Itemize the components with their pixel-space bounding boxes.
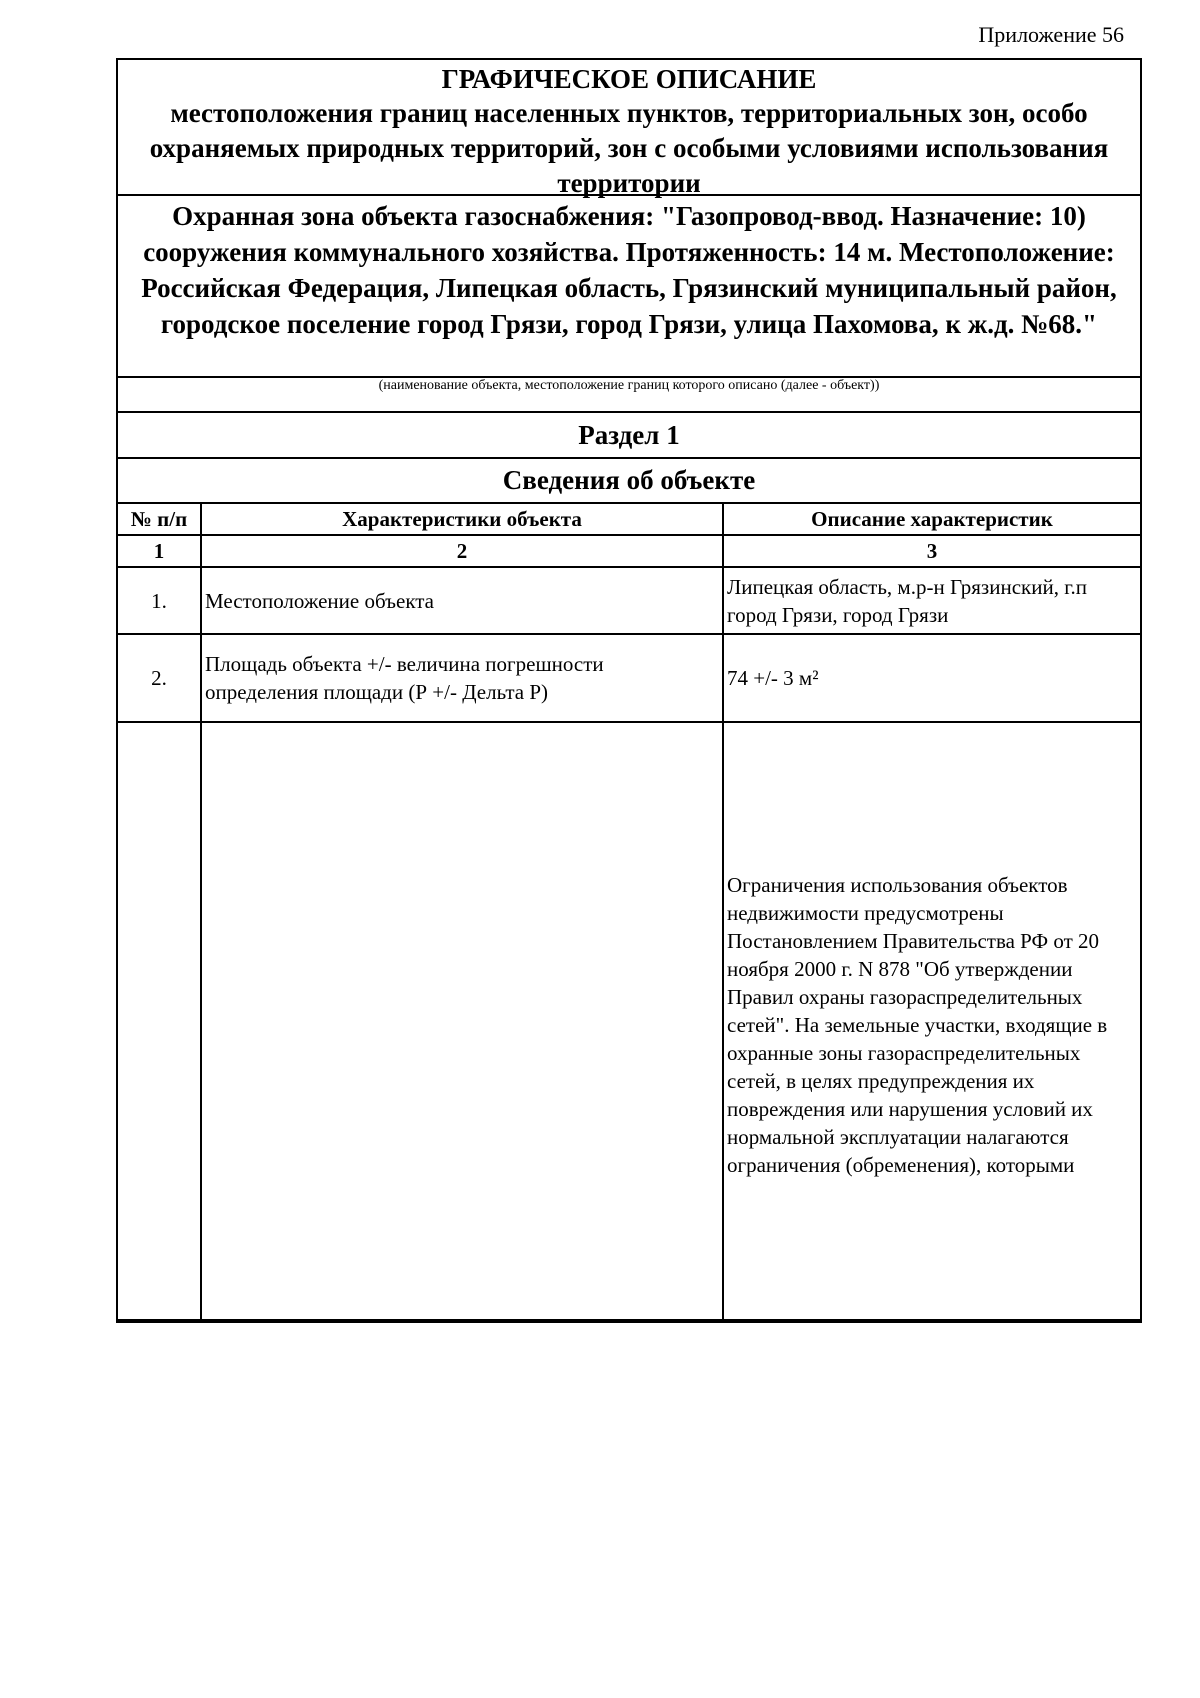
row-number: 2. (118, 634, 201, 722)
document-subtitle: местоположения границ населенных пунктов, территориальных зон, особо охраняемых природных территорий, зон с особыми условиями использования территории (149, 98, 1109, 198)
column-number-1: 1 (118, 535, 201, 567)
section-subtitle: Сведения об объекте (118, 459, 1140, 504)
row-characteristic (201, 722, 723, 1320)
title-block (118, 60, 1140, 196)
row-description: Липецкая область, м.р-н Грязинский, г.п город Грязи, город Грязи (723, 567, 1140, 634)
row-number (118, 722, 201, 1320)
row-number: 1. (118, 567, 201, 634)
column-number-row (118, 535, 1140, 567)
appendix-label: Приложение 56 (978, 22, 1124, 47)
document-title: ГРАФИЧЕСКОЕ ОПИСАНИЕ (441, 64, 817, 94)
section-title: Раздел 1 (118, 413, 1140, 459)
header-cell-number: № п/п (118, 504, 201, 535)
header-cell-description: Описание характеристик (723, 504, 1140, 535)
table-row (118, 722, 1140, 1320)
column-number-3: 3 (723, 535, 1140, 567)
document-frame (116, 58, 1142, 1323)
object-caption: (наименование объекта, местоположение границ которого описано (далее - объект)) (118, 378, 1140, 413)
table-header-row (118, 504, 1140, 535)
object-name: Охранная зона объекта газоснабжения: "Газопровод-ввод. Назначение: 10) сооружения коммунального хозяйства. Протяженность: 14 м. Местоположение: Российская Федерация, Липецкая область, Грязинский муниципальный район, городское поселение город Грязи, город Грязи, улица Пахомова, к ж.д. №68." (118, 196, 1140, 378)
table-row (118, 634, 1140, 722)
row-description: 74 +/- 3 м² (723, 634, 1140, 722)
column-number-2: 2 (201, 535, 723, 567)
table-row (118, 567, 1140, 634)
row-description-restrictions: Ограничения использования объектов недвижимости предусмотрены Постановлением Правительства РФ от 20 ноября 2000 г. N 878 "Об утверждении Правил охраны газораспределительных сетей". На земельные участки, входящие в охранные зоны газораспределительных сетей, в целях предупреждения их повреждения или нарушения условий их нормальной эксплуатации налагаются ограничения (обременения), которыми (723, 722, 1140, 1320)
row-characteristic: Площадь объекта +/- величина погрешности определения площади (Р +/- Дельта Р) (201, 634, 723, 722)
row-characteristic: Местоположение объекта (201, 567, 723, 634)
header-cell-characteristic: Характеристики объекта (201, 504, 723, 535)
object-info-table (118, 504, 1140, 1321)
